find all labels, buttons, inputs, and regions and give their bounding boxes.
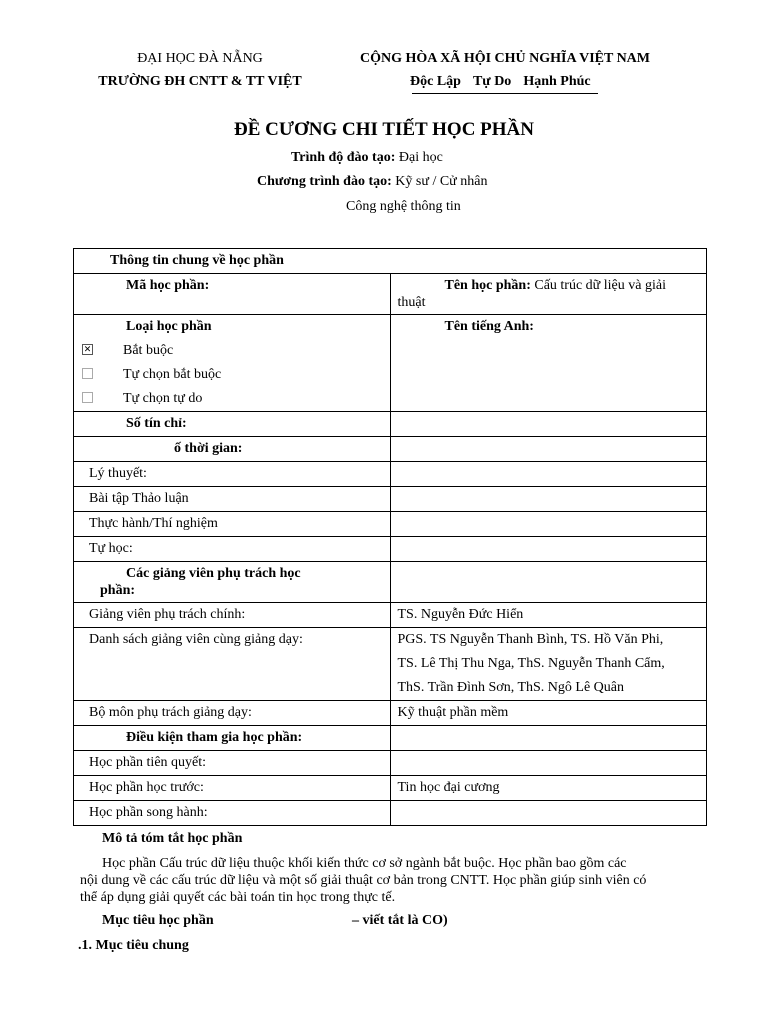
co-lecturers-line: ThS. Trần Đình Sơn, ThS. Ngô Lê Quân: [397, 680, 624, 695]
prerequisite-label: Học phần tiên quyết:: [89, 755, 207, 770]
exercise-cell: [74, 487, 391, 512]
department-value-cell: [390, 701, 707, 726]
table-row: [74, 726, 707, 751]
description-body: [80, 855, 700, 906]
table-row: [74, 628, 707, 701]
course-name-label: Tên học phần:: [444, 278, 531, 293]
table-row: [74, 603, 707, 628]
training-program-label: Chương trình đào tạo:: [257, 174, 392, 189]
theory-value-cell: [390, 462, 707, 487]
course-type-option[interactable]: [74, 339, 390, 363]
motto-part: Độc Lập: [410, 74, 461, 89]
table-row: [74, 801, 707, 826]
course-code-cell: [74, 274, 391, 315]
credits-value-cell: [390, 412, 707, 437]
credits-label: Số tín chỉ:: [126, 416, 187, 431]
lecturers-label: Các giảng viên phụ trách học: [126, 566, 301, 581]
course-name-value-cont: thuật: [397, 295, 426, 310]
co-lecturers-line: PGS. TS Nguyễn Thanh Bình, TS. Hồ Văn Phi,: [397, 632, 664, 647]
theory-cell: [74, 462, 391, 487]
prior-cell: [74, 776, 391, 801]
school-name: TRƯỜNG ĐH CNTT & TT VIỆT: [98, 74, 302, 89]
description-line: Học phần Cấu trúc dữ liệu thuộc khối kiến thức cơ sở ngành bắt buộc. Học phần bao gồm các: [102, 856, 627, 871]
co-lecturers-value-cell: [390, 628, 707, 701]
prior-value-cell: [390, 776, 707, 801]
credits-cell: [74, 412, 391, 437]
course-type-option-label: Bắt buộc: [123, 343, 174, 358]
table-row: [74, 437, 707, 462]
description-line: thể áp dụng giải quyết các bài toán tin học trong thực tế.: [80, 890, 396, 905]
table-row: [74, 274, 707, 315]
motto-underline: [412, 93, 598, 94]
course-code-label: Mã học phần:: [126, 278, 210, 293]
table-row: [74, 562, 707, 603]
table-row: [74, 751, 707, 776]
checkbox-unchecked-icon[interactable]: [82, 392, 93, 403]
national-title: CỘNG HÒA XÃ HỘI CHỦ NGHĨA VIỆT NAM: [359, 51, 650, 66]
objectives-subheading: .1. Mục tiêu chung: [78, 938, 189, 953]
description-line: nội dung về các cấu trúc dữ liệu và một số giải thuật cơ bản trong CNTT. Học phần giúp sinh viên có: [80, 873, 647, 888]
co-lecturers-cell: [74, 628, 391, 701]
exercise-label: Bài tập Thảo luận: [89, 491, 189, 506]
lecturers-cell: [74, 562, 391, 603]
training-level-label: Trình độ đào tạo:: [291, 150, 396, 165]
document-title: ĐỀ CƯƠNG CHI TIẾT HỌC PHẦN: [234, 119, 534, 140]
conditions-cell: [74, 726, 391, 751]
table-row: [74, 487, 707, 512]
checkbox-unchecked-icon[interactable]: [82, 368, 93, 379]
co-lecturers-label: Danh sách giảng viên cùng giảng dạy:: [89, 632, 303, 647]
main-lecturer-value-cell: [390, 603, 707, 628]
table-row: [74, 537, 707, 562]
co-lecturers-line: TS. Lê Thị Thu Nga, ThS. Nguyễn Thanh Cẩm,: [397, 656, 665, 671]
practice-cell: [74, 512, 391, 537]
training-program-line2: Công nghệ thông tin: [346, 199, 461, 214]
motto-part: Tự Do: [472, 74, 512, 89]
self-study-label: Tự học:: [89, 541, 133, 556]
parallel-value-cell: [390, 801, 707, 826]
main-lecturer-value: TS. Nguyễn Đức Hiển: [397, 607, 524, 622]
conditions-label: Điều kiện tham gia học phần:: [126, 730, 303, 745]
prerequisite-cell: [74, 751, 391, 776]
national-motto: [410, 74, 597, 90]
objectives-note: – viết tắt là CO): [352, 913, 448, 928]
table-row: [74, 412, 707, 437]
department-label: Bộ môn phụ trách giảng dạy:: [89, 705, 252, 720]
practice-value-cell: [390, 512, 707, 537]
exercise-value-cell: [390, 487, 707, 512]
main-lecturer-cell: [74, 603, 391, 628]
english-name-label: Tên tiếng Anh:: [444, 319, 534, 334]
general-info-heading: Thông tin chung về học phần: [110, 253, 284, 268]
course-type-option[interactable]: [74, 387, 390, 411]
course-name-value: Cấu trúc dữ liệu và giải: [534, 278, 666, 293]
lecturers-value-cell: [390, 562, 707, 603]
course-type-option-label: Tự chọn bắt buộc: [123, 367, 222, 382]
description-heading: Mô tả tóm tắt học phần: [102, 831, 243, 846]
department-value: Kỹ thuật phần mềm: [397, 705, 509, 720]
table-row: [74, 776, 707, 801]
time-cell: [74, 437, 391, 462]
course-type-label: Loại học phần: [126, 319, 212, 334]
checkbox-checked-icon[interactable]: ✕: [83, 344, 92, 355]
motto-part: Hạnh Phúc: [523, 74, 591, 89]
table-row: [74, 512, 707, 537]
practice-label: Thực hành/Thí nghiệm: [89, 516, 218, 531]
time-value-cell: [390, 437, 707, 462]
general-info-cell: [74, 249, 707, 274]
table-row: [74, 315, 707, 412]
lecturers-label-cont: phần:: [100, 583, 136, 598]
prior-value: Tin học đại cương: [397, 780, 500, 795]
course-type-option[interactable]: [74, 363, 390, 387]
parallel-label: Học phần song hành:: [89, 805, 208, 820]
prerequisite-value-cell: [390, 751, 707, 776]
table-row: [74, 249, 707, 274]
course-type-option-label: Tự chọn tự do: [123, 391, 203, 406]
main-lecturer-label: Giảng viên phụ trách chính:: [89, 607, 246, 622]
training-level-value: Đại học: [398, 150, 443, 165]
conditions-value-cell: [390, 726, 707, 751]
university-name: ĐẠI HỌC ĐÀ NẴNG: [137, 51, 263, 66]
self-study-cell: [74, 537, 391, 562]
prior-label: Học phần học trước:: [89, 780, 204, 795]
course-name-cell: [390, 274, 707, 315]
table-row: [74, 701, 707, 726]
training-level: [291, 150, 443, 166]
course-info-table: [73, 248, 707, 826]
objectives-heading: Mục tiêu học phần: [102, 913, 214, 928]
theory-label: Lý thuyết:: [89, 466, 147, 481]
course-name-line: [391, 277, 707, 294]
time-label: ố thời gian:: [174, 441, 243, 456]
training-program-value: Kỹ sư / Cử nhân: [395, 174, 488, 189]
self-study-value-cell: [390, 537, 707, 562]
table-row: [74, 462, 707, 487]
department-cell: [74, 701, 391, 726]
english-name-cell: [390, 315, 707, 412]
training-program: [257, 174, 487, 190]
course-type-cell: [74, 315, 391, 412]
parallel-cell: [74, 801, 391, 826]
